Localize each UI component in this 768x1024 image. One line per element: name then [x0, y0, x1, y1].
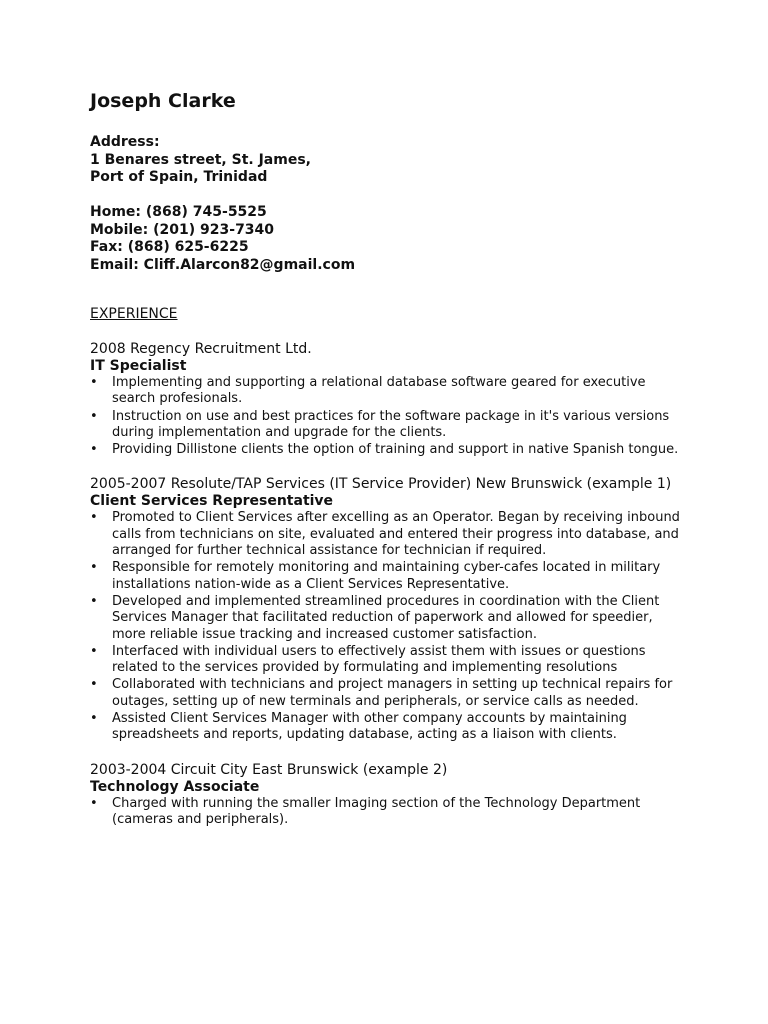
bullet-text: Instruction on use and best practices for the software package in it's various versions during implementation and upgrade for the clients. [112, 408, 670, 440]
list-item [90, 510, 690, 559]
bullet-marker: • [90, 408, 98, 424]
bullet-text: Collaborated with technicians and project managers in setting up technical repairs for outages, setting up of new terminals and peripherals, or service calls as needed. [112, 677, 673, 709]
bullet-marker: • [90, 677, 98, 693]
list-item [90, 560, 690, 593]
bullet-text: Responsible for remotely monitoring and maintaining cyber-cafes located in military installations nation-wide as a Client Services Representative. [112, 560, 661, 592]
job-heading: 2008 Regency Recruitment Ltd. [90, 341, 312, 357]
bullet-marker: • [90, 795, 98, 811]
experience-list [90, 341, 690, 828]
list-item [90, 796, 690, 829]
bullet-text: Promoted to Client Services after excelling as an Operator. Began by receiving inbound calls from technicians on site, evaluated and entered their progress into database, and arranged for further technical assistance for technician if required. [112, 510, 680, 559]
bullet-marker: • [90, 510, 98, 526]
bullet-text: Charged with running the smaller Imaging section of the Technology Department (cameras and peripherals). [112, 795, 641, 827]
list-item [90, 409, 690, 442]
home-phone: Home: (868) 745-5525 [90, 204, 267, 220]
job-title: Client Services Representative [90, 493, 334, 510]
list-item [90, 677, 690, 710]
job-heading: 2005-2007 Resolute/TAP Services (IT Service Provider) New Brunswick (example 1) [90, 476, 672, 493]
bullet-marker: • [90, 643, 98, 659]
list-item [90, 375, 690, 408]
job-title: Technology Associate [90, 778, 260, 795]
address-line-1: 1 Benares street, St. James, [90, 151, 311, 168]
job-heading: 2003-2004 Circuit City East Brunswick (example 2) [90, 761, 448, 778]
email-address: Email: Cliff.Alarcon82@gmail.com [90, 256, 356, 273]
list-item [90, 711, 690, 744]
address-label: Address: [90, 134, 160, 150]
contact-spacer [90, 187, 690, 205]
bullet-marker: • [90, 711, 98, 727]
bullet-marker: • [90, 593, 98, 609]
job-bullet-list [90, 510, 690, 743]
bullet-marker: • [90, 375, 98, 390]
candidate-name: Joseph Clarke [90, 90, 236, 112]
bullet-text: Interfaced with individual users to effectively assist them with issues or questions related to the services provided by formulating and implementing resolutions [112, 643, 646, 676]
list-item [90, 594, 690, 643]
bullet-marker: • [90, 442, 98, 458]
job-title: IT Specialist [90, 358, 187, 374]
resume-page [90, 88, 690, 829]
job-bullet-list [90, 796, 690, 829]
bullet-text: Implementing and supporting a relational database software geared for executive search profesionals. [112, 375, 646, 407]
address-line-2: Port of Spain, Trinidad [90, 169, 268, 185]
mobile-phone: Mobile: (201) 923-7340 [90, 221, 275, 238]
bullet-marker: • [90, 560, 98, 576]
experience-heading: EXPERIENCE [90, 306, 178, 322]
list-item [90, 442, 690, 458]
list-item [90, 644, 690, 677]
job-bullet-list [90, 375, 690, 458]
bullet-text: Assisted Client Services Manager with other company accounts by maintaining spreadsheets and reports, updating database, acting as a liaison with clients. [112, 711, 627, 743]
bullet-text: Providing Dillistone clients the option of training and support in native Spanish tongue. [112, 442, 679, 458]
contact-block [90, 134, 690, 274]
fax-number: Fax: (868) 625-6225 [90, 239, 249, 255]
bullet-text: Developed and implemented streamlined procedures in coordination with the Client Services Manager that facilitated reduction of paperwork and allowed for speedier, more reliable issue tracking and increased customer satisfaction. [112, 593, 660, 642]
